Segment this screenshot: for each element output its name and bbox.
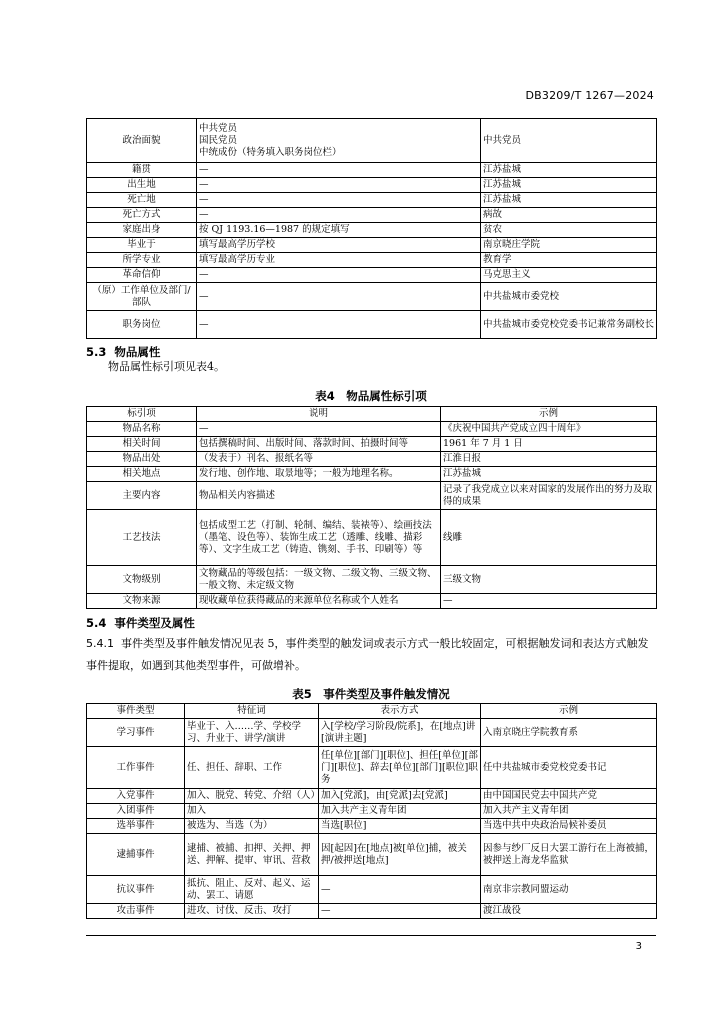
feature-words: 进攻、讨伐、反击、攻打 bbox=[185, 904, 319, 919]
table-row bbox=[87, 719, 657, 747]
row-description: 发行地、创作地、取景地等；一般为地理名称。 bbox=[197, 467, 441, 482]
row-example: 中共盐城市委党校 bbox=[481, 283, 657, 311]
table-row bbox=[87, 163, 657, 178]
expression: 当选[职位] bbox=[319, 819, 481, 834]
row-example: 病故 bbox=[481, 208, 657, 223]
row-label: 死亡方式 bbox=[87, 208, 197, 223]
row-example: 中共党员 bbox=[481, 119, 657, 163]
row-example: 三级文物 bbox=[441, 566, 657, 594]
event-type: 学习事件 bbox=[87, 719, 185, 747]
expression: 任[单位][部门][职位]、担任[单位][部门][职位]、辞去[单位][部门][职位]职务 bbox=[319, 747, 481, 789]
section-title: 事件类型及属性 bbox=[114, 616, 195, 630]
feature-words: 加入、脱党、转党、介绍（人） bbox=[185, 789, 319, 804]
row-description: — bbox=[197, 422, 441, 437]
row-description: 填写最高学历学校 bbox=[197, 238, 481, 253]
table4-caption: 表4 物品属性标引项 bbox=[315, 389, 427, 403]
row-example: 江苏盐城 bbox=[481, 163, 657, 178]
event-type-table bbox=[86, 703, 657, 919]
row-label: 职务岗位 bbox=[87, 311, 197, 339]
event-type: 入团事件 bbox=[87, 804, 185, 819]
row-example: 江苏盐城 bbox=[481, 178, 657, 193]
table5-caption: 表5 事件类型及事件触发情况 bbox=[292, 687, 450, 701]
table-row bbox=[87, 566, 657, 594]
event-type: 抗议事件 bbox=[87, 876, 185, 904]
event-example: 入南京晓庄学院教育系 bbox=[481, 719, 657, 747]
section-title: 物品属性 bbox=[114, 345, 161, 359]
column-header: 示例 bbox=[481, 704, 657, 719]
feature-words: 加入 bbox=[185, 804, 319, 819]
row-label: 政治面貌 bbox=[87, 119, 197, 163]
table-row bbox=[87, 119, 657, 163]
row-example: 南京晓庄学院 bbox=[481, 238, 657, 253]
row-description: 包括成型工艺（打制、轮制、编结、装裱等）、绘画技法（墨笔、设色等）、装饰生成工艺（透雕、线雕、描彩等）、文字生成工艺（铸造、镌刻、手书、印刷等）等 bbox=[197, 510, 441, 566]
subsection-paragraph bbox=[86, 633, 658, 677]
row-example: 记录了我党成立以来对国家的发展作出的努力及取得的成果 bbox=[441, 482, 657, 510]
row-label: 家庭出身 bbox=[87, 223, 197, 238]
row-example: — bbox=[441, 594, 657, 609]
event-example: 当选中共中央政治局候补委员 bbox=[481, 819, 657, 834]
table-row bbox=[87, 747, 657, 789]
table-row bbox=[87, 283, 657, 311]
feature-words: 毕业于、入……学、学校学习、升业于、讲学/演讲 bbox=[185, 719, 319, 747]
row-description: — bbox=[197, 193, 481, 208]
table-row bbox=[87, 193, 657, 208]
row-example: 教育学 bbox=[481, 253, 657, 268]
row-label: 工艺技法 bbox=[87, 510, 197, 566]
feature-words: 任、担任、辞职、工作 bbox=[185, 747, 319, 789]
row-label: 死亡地 bbox=[87, 193, 197, 208]
section-paragraph: 物品属性标引项见表4。 bbox=[108, 360, 225, 373]
column-header: 示例 bbox=[441, 407, 657, 422]
row-example: 马克思主义 bbox=[481, 268, 657, 283]
row-description: 包括撰稿时间、出版时间、落款时间、拍摄时间等 bbox=[197, 437, 441, 452]
table-row bbox=[87, 223, 657, 238]
row-example: 《庆祝中国共产党成立四十周年》 bbox=[441, 422, 657, 437]
table-row bbox=[87, 268, 657, 283]
section-number: 5.4 bbox=[86, 616, 107, 630]
row-description: — bbox=[197, 178, 481, 193]
expression: 因[起因]在[地点]被[单位]捕，被关押/被押送[地点] bbox=[319, 834, 481, 876]
row-description: 按 QJ 1193.16—1987 的规定填写 bbox=[197, 223, 481, 238]
person-attribute-table bbox=[86, 118, 657, 339]
row-description: — bbox=[197, 283, 481, 311]
expression: 加入[党派]，由[党派]去[党派] bbox=[319, 789, 481, 804]
row-example: 江淮日报 bbox=[441, 452, 657, 467]
section-heading-5-4 bbox=[86, 615, 195, 631]
event-type: 攻击事件 bbox=[87, 904, 185, 919]
row-label: 文物来源 bbox=[87, 594, 197, 609]
row-label: 物品出处 bbox=[87, 452, 197, 467]
row-description: — bbox=[197, 163, 481, 178]
expression: 入[学校/学习阶段/院系]，在[地点]讲[演讲主题] bbox=[319, 719, 481, 747]
table-row bbox=[87, 482, 657, 510]
row-description: — bbox=[197, 311, 481, 339]
row-example: 江苏盐城 bbox=[441, 467, 657, 482]
table-row bbox=[87, 437, 657, 452]
table-row bbox=[87, 834, 657, 876]
table-row bbox=[87, 904, 657, 919]
feature-words: 逮捕、被捕、扣押、关押、押送、押解、提审、审讯、营救 bbox=[185, 834, 319, 876]
row-label: 毕业于 bbox=[87, 238, 197, 253]
event-example: 任中共盐城市委党校党委书记 bbox=[481, 747, 657, 789]
row-description: — bbox=[197, 268, 481, 283]
row-label: 文物级别 bbox=[87, 566, 197, 594]
row-example: 中共盐城市委党校党委书记兼常务副校长 bbox=[481, 311, 657, 339]
column-header: 说明 bbox=[197, 407, 441, 422]
table-row bbox=[87, 208, 657, 223]
column-header: 标引项 bbox=[87, 407, 197, 422]
row-example: 1961 年 7 月 1 日 bbox=[441, 437, 657, 452]
row-example: 线雕 bbox=[441, 510, 657, 566]
footer-rule bbox=[86, 935, 656, 936]
table-row bbox=[87, 178, 657, 193]
event-type: 入党事件 bbox=[87, 789, 185, 804]
subsection-text: 事件类型及事件触发情况见表 5，事件类型的触发词或表示方式一般比较固定，可根据触发词和表达方式触发事件提取，如遇到其他类型事件，可做增补。 bbox=[86, 637, 649, 672]
column-header: 事件类型 bbox=[87, 704, 185, 719]
table-row bbox=[87, 253, 657, 268]
event-example: 渡江战役 bbox=[481, 904, 657, 919]
table-row bbox=[87, 467, 657, 482]
event-example: 南京非宗教同盟运动 bbox=[481, 876, 657, 904]
column-header: 特征词 bbox=[185, 704, 319, 719]
row-label: （原）工作单位及部门/部队 bbox=[87, 283, 197, 311]
expression: — bbox=[319, 904, 481, 919]
row-description: 现收藏单位获得藏品的来源单位名称或个人姓名 bbox=[197, 594, 441, 609]
row-label: 相关时间 bbox=[87, 437, 197, 452]
column-header: 表示方式 bbox=[319, 704, 481, 719]
row-label: 物品名称 bbox=[87, 422, 197, 437]
event-example: 由中国国民党去中国共产党 bbox=[481, 789, 657, 804]
table-row bbox=[87, 510, 657, 566]
table-row bbox=[87, 804, 657, 819]
row-label: 主要内容 bbox=[87, 482, 197, 510]
row-description: （发表于）刊名、报纸名等 bbox=[197, 452, 441, 467]
table-row bbox=[87, 311, 657, 339]
row-description: — bbox=[197, 208, 481, 223]
expression: — bbox=[319, 876, 481, 904]
section-number: 5.3 bbox=[86, 345, 107, 359]
table-row bbox=[87, 594, 657, 609]
row-label: 所学专业 bbox=[87, 253, 197, 268]
table-header-row bbox=[87, 704, 657, 719]
table-row bbox=[87, 238, 657, 253]
row-description: 填写最高学历专业 bbox=[197, 253, 481, 268]
feature-words: 抵抗、阻止、反对、起义、运动、罢工、请愿 bbox=[185, 876, 319, 904]
page-number: 3 bbox=[635, 941, 642, 952]
event-example: 加入共产主义青年团 bbox=[481, 804, 657, 819]
row-example: 江苏盐城 bbox=[481, 193, 657, 208]
expression: 加入共产主义青年团 bbox=[319, 804, 481, 819]
row-example: 贫农 bbox=[481, 223, 657, 238]
table-row bbox=[87, 789, 657, 804]
table-header-row bbox=[87, 407, 657, 422]
event-type: 工作事件 bbox=[87, 747, 185, 789]
row-label: 革命信仰 bbox=[87, 268, 197, 283]
row-description: 文物藏品的等级包括：一级文物、二级文物、三级文物、一般文物、未定级文物 bbox=[197, 566, 441, 594]
event-example: 因参与纱厂反日大罢工游行在上海被捕，被押送上海龙华监狱 bbox=[481, 834, 657, 876]
document-code: DB3209/T 1267—2024 bbox=[525, 89, 654, 102]
table-row bbox=[87, 422, 657, 437]
row-description: 物品相关内容描述 bbox=[197, 482, 441, 510]
event-type: 逮捕事件 bbox=[87, 834, 185, 876]
feature-words: 被选为、当选（为） bbox=[185, 819, 319, 834]
row-label: 出生地 bbox=[87, 178, 197, 193]
table-row bbox=[87, 452, 657, 467]
item-attribute-table bbox=[86, 406, 657, 609]
event-type: 选举事件 bbox=[87, 819, 185, 834]
row-description: 中共党员 国民党员 中统成份（特务填入职务岗位栏） bbox=[197, 119, 481, 163]
row-label: 相关地点 bbox=[87, 467, 197, 482]
subsection-number: 5.4.1 bbox=[86, 637, 114, 650]
table-row bbox=[87, 876, 657, 904]
row-label: 籍贯 bbox=[87, 163, 197, 178]
table-row bbox=[87, 819, 657, 834]
